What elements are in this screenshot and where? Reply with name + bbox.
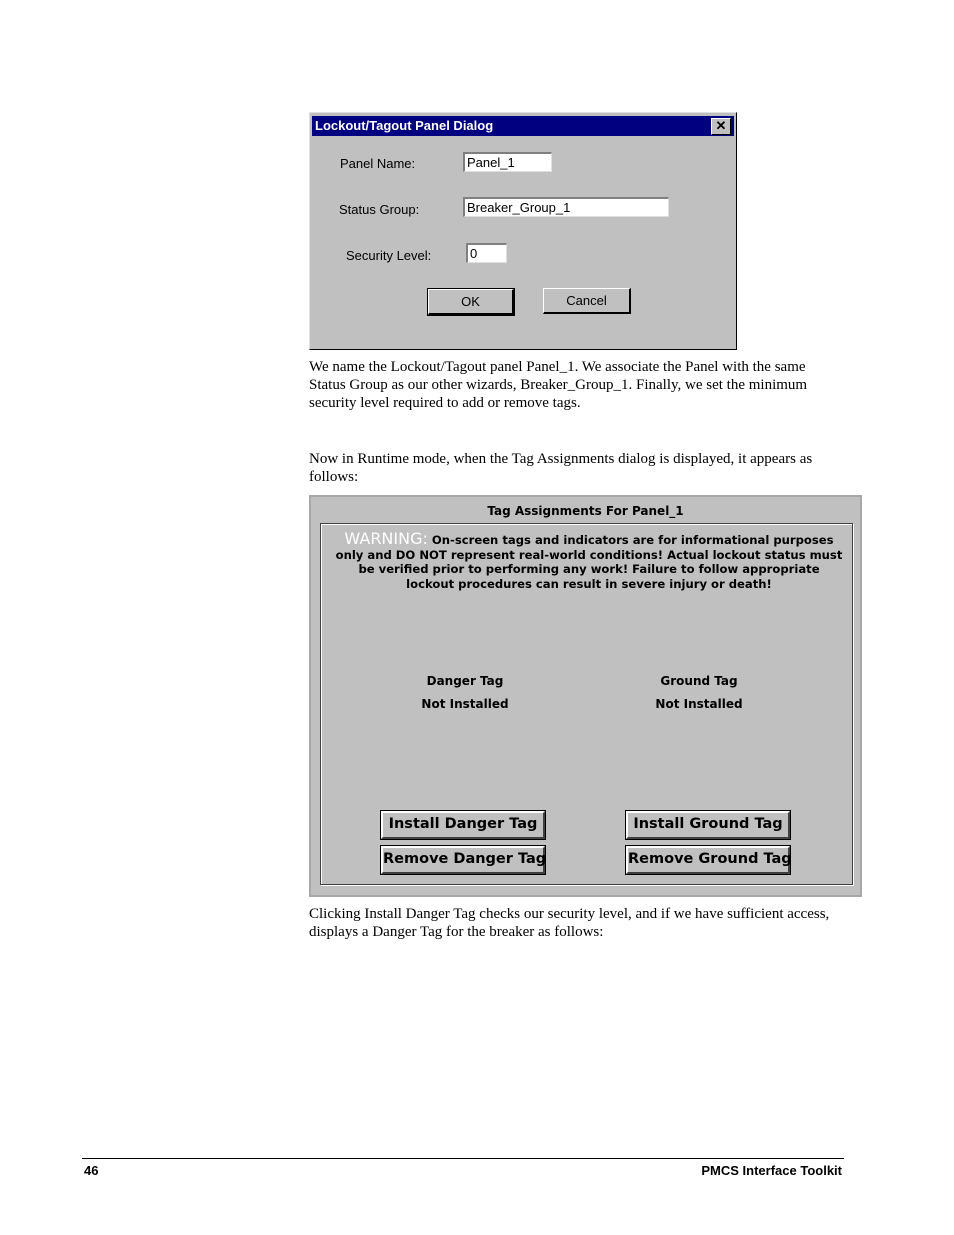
security-level-input[interactable]: 0: [466, 243, 507, 263]
install-ground-tag-button[interactable]: Install Ground Tag: [626, 811, 790, 839]
tag-dialog-title: Tag Assignments For Panel_1: [487, 504, 684, 518]
install-danger-tag-button[interactable]: Install Danger Tag: [381, 811, 545, 839]
close-icon[interactable]: ✕: [711, 118, 731, 135]
warning-text: On-screen tags and indicators are for informational purposes only and DO NOT represent real-world conditions! Actual lockout status must be verified prior to performing any work! Failure to follow appropriate lockout procedures can result in severe injury or death!: [335, 533, 843, 591]
danger-tag-status: Not Installed: [421, 697, 509, 711]
panel-name-label: Panel Name:: [340, 156, 416, 171]
cancel-button[interactable]: Cancel: [543, 288, 631, 314]
paragraph-panel-setup: We name the Lockout/Tagout panel Panel_1. We associate the Panel with the same Status Group as our other wizards, Breaker_Group_1. Finally, we set the minimum security level required to add or remove tags.: [309, 359, 808, 411]
warning-word: WARNING:: [344, 529, 428, 548]
lockout-tagout-panel-dialog: [309, 112, 737, 350]
ok-button[interactable]: OK: [428, 289, 514, 315]
dialog-title-bar: [312, 116, 734, 136]
document-title: PMCS Interface Toolkit: [701, 1163, 842, 1178]
page-number: 46: [84, 1163, 99, 1178]
danger-tag-label: Danger Tag: [426, 674, 504, 688]
ground-tag-label: Ground Tag: [660, 674, 738, 688]
paragraph-install-danger: Clicking Install Danger Tag checks our security level, and if we have sufficient access, displays a Danger Tag for the breaker as follows:: [309, 906, 830, 940]
panel-name-input[interactable]: Panel_1: [463, 152, 552, 172]
footer-rule: [82, 1158, 844, 1159]
remove-danger-tag-button[interactable]: Remove Danger Tag: [381, 846, 545, 874]
tag-dialog-panel: [320, 523, 853, 885]
status-group-input[interactable]: Breaker_Group_1: [463, 197, 669, 217]
security-level-label: Security Level:: [346, 248, 432, 263]
dialog-title: Lockout/Tagout Panel Dialog: [315, 118, 494, 133]
warning-message: [333, 529, 845, 591]
tag-assignments-dialog: [309, 495, 862, 897]
remove-ground-tag-button[interactable]: Remove Ground Tag: [626, 846, 790, 874]
paragraph-runtime-mode: Now in Runtime mode, when the Tag Assignments dialog is displayed, it appears as follows:: [309, 451, 813, 485]
status-group-label: Status Group:: [339, 202, 420, 217]
ground-tag-status: Not Installed: [655, 697, 743, 711]
